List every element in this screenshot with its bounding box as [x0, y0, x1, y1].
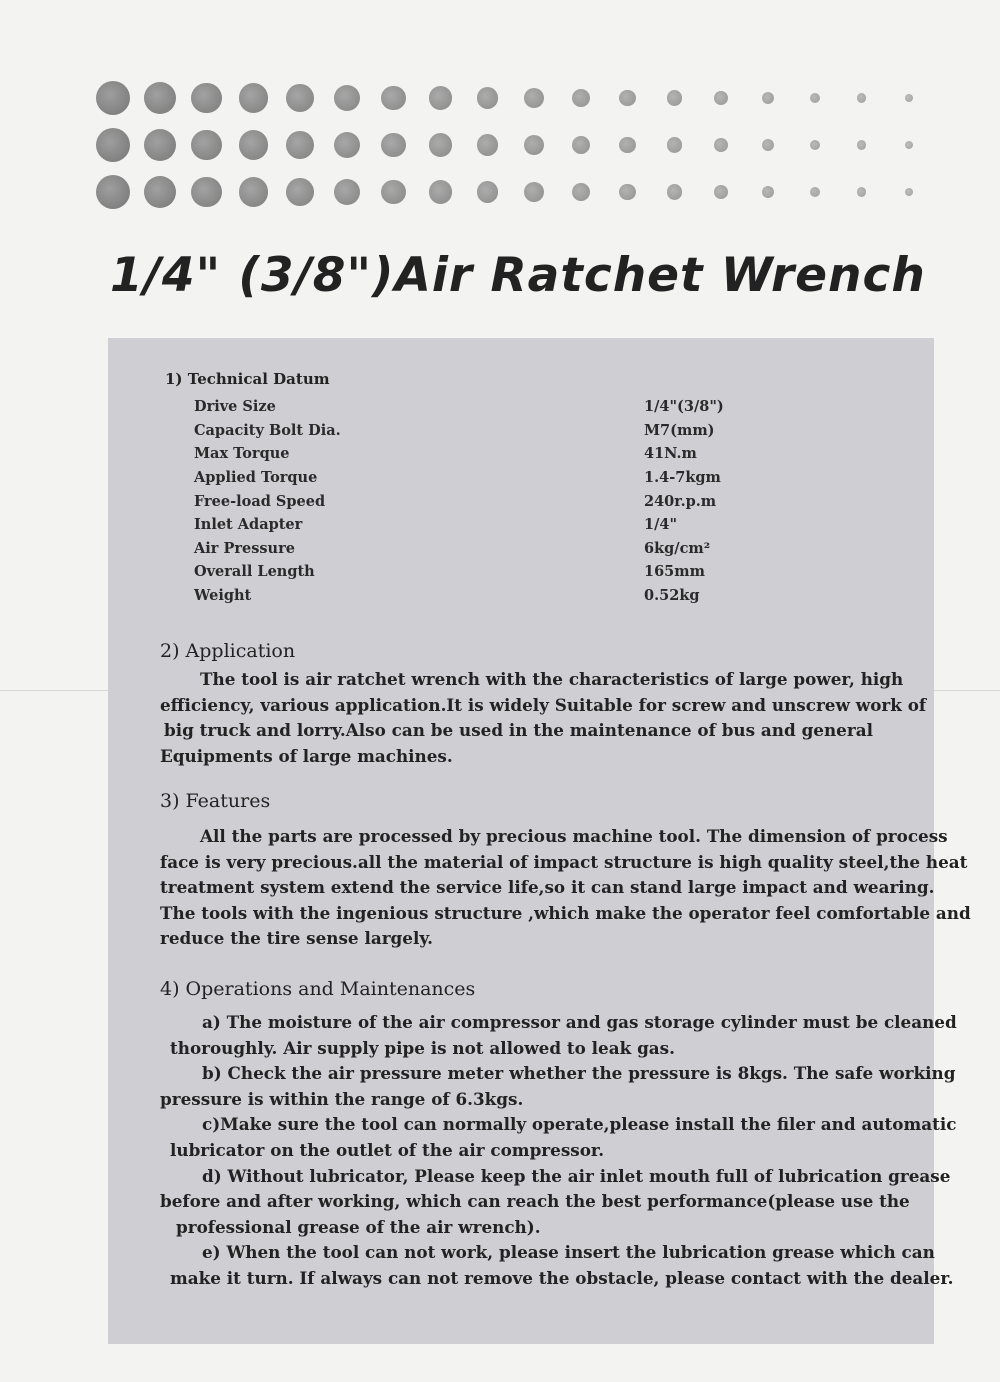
decorative-dot [477, 181, 499, 203]
spec-label: Free-load Speed [194, 493, 326, 510]
decorative-dot [667, 90, 682, 105]
text-line: a) The moisture of the air compressor and gas storage cylinder must be cleaned [202, 1012, 957, 1032]
decorative-dot [572, 136, 591, 155]
decorative-dot [381, 86, 406, 111]
text-line: make it turn. If always can not remove the obstacle, please contact with the dealer. [170, 1267, 954, 1288]
decorative-dot [857, 93, 866, 102]
spec-value: 240r.p.m [644, 493, 717, 510]
decorative-dot [239, 177, 268, 206]
decorative-dot-pattern [96, 78, 946, 218]
decorative-dot [239, 83, 268, 112]
decorative-dot [714, 185, 728, 199]
decorative-dot [191, 83, 222, 114]
decorative-dot [334, 85, 360, 111]
operations-paragraph [160, 1010, 957, 1292]
decorative-dot [144, 82, 176, 114]
decorative-dot [524, 135, 544, 155]
decorative-dot [667, 137, 682, 152]
spec-label: Max Torque [194, 445, 290, 462]
decorative-dot [429, 180, 452, 203]
decorative-dot [144, 129, 176, 161]
decorative-dot [524, 182, 544, 202]
decorative-dot [286, 178, 314, 206]
text-line: d) Without lubricator, Please keep the air inlet mouth full of lubrication grease [202, 1165, 951, 1186]
decorative-dot [905, 94, 913, 102]
decorative-dot [144, 176, 176, 208]
decorative-dot [572, 89, 591, 108]
spec-value: M7(mm) [644, 422, 715, 439]
decorative-dot [714, 91, 728, 105]
spec-value: 0.52kg [644, 587, 700, 604]
decorative-dot [857, 140, 866, 149]
operations-heading: 4) Operations and Maintenances [160, 978, 476, 1000]
decorative-dot [429, 86, 452, 109]
features-paragraph [160, 824, 971, 952]
decorative-dot [286, 84, 314, 112]
decorative-dot [524, 88, 544, 108]
decorative-dot [762, 92, 774, 104]
decorative-dot [381, 180, 406, 205]
decorative-dot [810, 140, 821, 151]
text-line: lubricator on the outlet of the air compressor. [170, 1139, 605, 1160]
decorative-dot [572, 183, 591, 202]
text-line: face is very precious.all the material of impact structure is high quality steel,the heat [160, 851, 968, 872]
spec-value: 6kg/cm² [644, 540, 711, 557]
features-heading: 3) Features [160, 790, 271, 812]
text-line: c)Make sure the tool can normally operate,please install the filer and automatic [202, 1114, 957, 1135]
spec-value: 41N.m [644, 445, 697, 462]
decorative-dot [667, 184, 682, 199]
text-line: The tools with the ingenious structure ,which make the operator feel comfortable and [160, 902, 971, 923]
text-line: The tool is air ratchet wrench with the characteristics of large power, high [200, 669, 904, 689]
decorative-dot [905, 188, 913, 196]
decorative-dot [96, 128, 130, 162]
text-line: before and after working, which can reach the best performance(please use the [160, 1191, 910, 1212]
decorative-dot [714, 138, 728, 152]
spec-value: 1/4" [644, 516, 678, 533]
spec-label: Overall Length [194, 563, 315, 580]
decorative-dot [334, 179, 360, 205]
spec-label: Air Pressure [194, 540, 295, 557]
spec-value: 165mm [644, 563, 705, 580]
decorative-dot [429, 133, 452, 156]
decorative-dot [381, 133, 406, 158]
decorative-dot [857, 187, 866, 196]
spec-label: Drive Size [194, 398, 276, 415]
technical-datum-heading: 1) Technical Datum [165, 370, 330, 388]
decorative-dot [619, 184, 636, 201]
page-title: 1/4" (3/8")Air Ratchet Wrench [110, 248, 926, 303]
text-line: reduce the tire sense largely. [160, 928, 433, 949]
decorative-dot [619, 137, 636, 154]
spec-value: 1/4"(3/8") [644, 398, 724, 415]
application-heading: 2) Application [160, 640, 296, 662]
decorative-dot [619, 90, 636, 107]
text-line: All the parts are processed by precious machine tool. The dimension of process [200, 826, 948, 846]
decorative-dot [96, 81, 130, 115]
text-line: pressure is within the range of 6.3kgs. [160, 1088, 524, 1109]
spec-label: Capacity Bolt Dia. [194, 422, 341, 439]
spec-label: Inlet Adapter [194, 516, 303, 533]
decorative-dot [191, 177, 222, 208]
text-line: big truck and lorry.Also can be used in the maintenance of bus and general [164, 720, 873, 741]
text-line: b) Check the air pressure meter whether the pressure is 8kgs. The safe working [202, 1063, 956, 1084]
decorative-dot [905, 141, 913, 149]
spec-label: Applied Torque [194, 469, 318, 486]
decorative-dot [762, 186, 774, 198]
decorative-dot [286, 131, 314, 159]
decorative-dot [191, 130, 222, 161]
decorative-dot [762, 139, 774, 151]
decorative-dot [477, 87, 499, 109]
spec-label: Weight [194, 587, 252, 604]
decorative-dot [96, 175, 130, 209]
decorative-dot [477, 134, 499, 156]
application-paragraph [160, 667, 926, 769]
text-line: thoroughly. Air supply pipe is not allowed to leak gas. [170, 1037, 675, 1058]
decorative-dot [239, 130, 268, 159]
text-line: Equipments of large machines. [160, 745, 453, 766]
decorative-dot [810, 93, 821, 104]
text-line: professional grease of the air wrench). [176, 1216, 541, 1237]
text-line: efficiency, various application.It is widely Suitable for screw and unscrew work of [160, 694, 927, 715]
decorative-dot [810, 187, 821, 198]
spec-value: 1.4-7kgm [644, 469, 721, 486]
text-line: treatment system extend the service life,so it can stand large impact and wearing. [160, 877, 935, 898]
text-line: e) When the tool can not work, please insert the lubrication grease which can [202, 1242, 935, 1263]
decorative-dot [334, 132, 360, 158]
